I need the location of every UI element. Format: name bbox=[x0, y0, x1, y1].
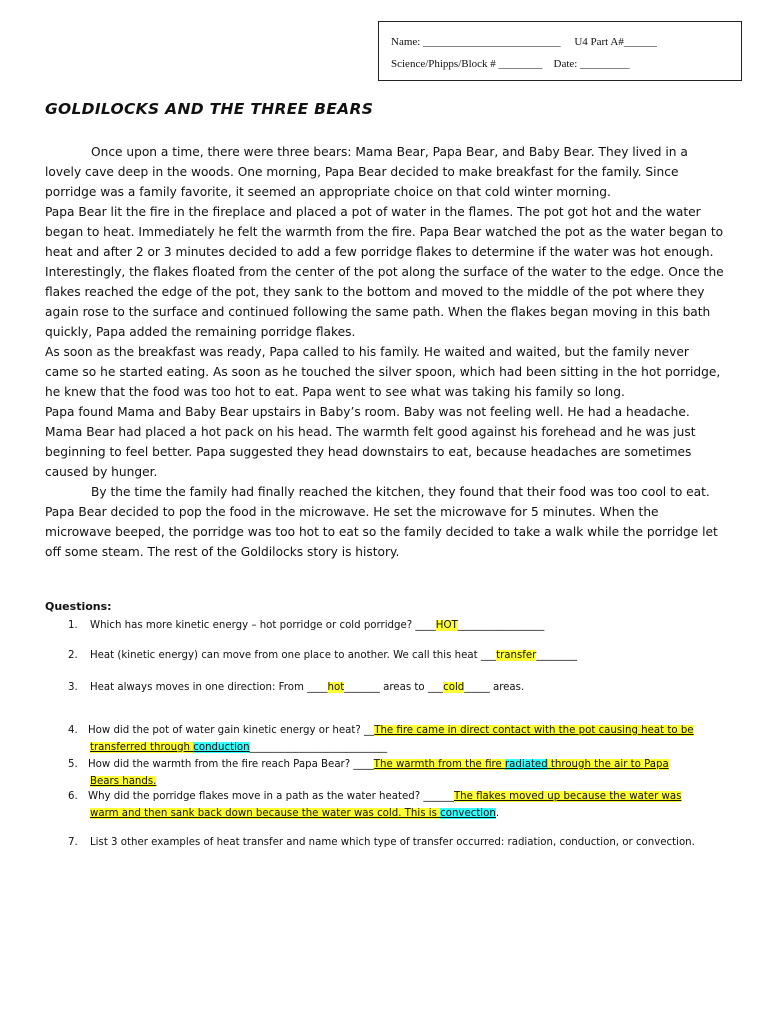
story-paragraph: Papa Bear lit the fire in the fireplace and placed a pot of water in the flames. The pot got hot and the water began to heat. Immediately he felt the warmth from the fire. Papa Bear watched the pot as the water began to heat and after 2 or 3 minutes decided to add a few porridge flakes to determine if the water was hot enough. Interestingly, the flakes floated from the center of the pot along the surface of the water to the edge. Once the flakes reached the edge of the pot, they sank to the bottom and moved to the middle of the pot where they again rose to the surface and continued following the same path. When the flakes began moving in this bath quickly, Papa added the remaining porridge flakes. bbox=[45, 205, 724, 339]
questions-heading: Questions: bbox=[45, 600, 112, 613]
question-text: Which has more kinetic energy – hot porridge or cold porridge? ____ bbox=[90, 620, 436, 631]
answer-highlight: The flakes moved up because the water was bbox=[453, 791, 682, 802]
answer-highlight: transfer bbox=[496, 650, 537, 661]
question-number: 4. bbox=[68, 725, 78, 736]
question-text: How did the warmth from the fire reach Papa Bear? ____ bbox=[88, 759, 374, 770]
header-name-line: Name: _________________________ U4 Part A#______ bbox=[391, 36, 657, 48]
answer-highlight: cold bbox=[443, 682, 465, 693]
story-paragraph: As soon as the breakfast was ready, Papa called to his family. He waited and waited, but the family never came so he started eating. As soon as he touched the silver spoon, which had been sitting in the hot porridge, he knew that the food was too hot to eat. Papa went to see what was taking his family so long. bbox=[45, 345, 721, 399]
question-number: 7. bbox=[68, 837, 78, 848]
question-5 bbox=[68, 757, 748, 791]
question-text: Why did the porridge flakes move in a path as the water heated? ______ bbox=[88, 791, 454, 802]
header-block-line: Science/Phipps/Block # ________ Date: _________ bbox=[391, 58, 630, 70]
question-number: 1. bbox=[68, 620, 78, 631]
answer-highlight: The warmth from the fire bbox=[373, 759, 505, 770]
answer-highlight: hot bbox=[327, 682, 345, 693]
question-text: How did the pot of water gain kinetic energy or heat? __ bbox=[88, 725, 375, 736]
question-text: _______ areas to ___ bbox=[344, 682, 444, 693]
answer-highlight: Bears hands. bbox=[90, 775, 157, 787]
answer-blank: _________________ bbox=[457, 620, 545, 631]
answer-highlight: The fire came in direct contact with the pot causing heat to be bbox=[374, 725, 694, 736]
question-number: 6. bbox=[68, 791, 78, 802]
question-4 bbox=[68, 723, 748, 757]
question-6 bbox=[68, 789, 748, 823]
answer-highlight: warm and then sank back down because the water was cold. This is bbox=[90, 807, 441, 819]
answer-period: . bbox=[495, 807, 500, 819]
answer-blank: ___________________________ bbox=[249, 741, 388, 753]
answer-highlight: HOT bbox=[435, 620, 458, 631]
question-text: _____ areas. bbox=[464, 682, 525, 693]
question-text: Heat (kinetic energy) can move from one place to another. We call this heat ___ bbox=[90, 650, 497, 661]
answer-highlight: transferred through bbox=[90, 741, 194, 753]
story-text bbox=[45, 142, 725, 562]
name-header-box bbox=[378, 21, 742, 81]
answer-key-term: radiated bbox=[504, 759, 548, 770]
story-paragraph: By the time the family had finally reached the kitchen, they found that their food was too cool to eat. Papa Bear decided to pop the food in the microwave. He set the microwave for 5 minutes. When the microwave beeped, the porridge was too hot to eat so the family decided to take a walk while the porridge let off some steam. The rest of the Goldilocks story is history. bbox=[45, 485, 718, 559]
question-text: Heat always moves in one direction: From ____ bbox=[90, 682, 328, 693]
question-number: 5. bbox=[68, 759, 78, 770]
story-paragraph: Papa found Mama and Baby Bear upstairs in Baby’s room. Baby was not feeling well. He had a headache. Mama Bear had placed a hot pack on his head. The warmth felt good against his forehead and he was just beginning to feel better. Papa suggested they head downstairs to eat, because headaches are sometimes caused by hunger. bbox=[45, 405, 696, 479]
page-title: GOLDILOCKS AND THE THREE BEARS bbox=[45, 100, 374, 118]
answer-key-term: conduction bbox=[193, 741, 250, 753]
story-paragraph: Once upon a time, there were three bears: Mama Bear, Papa Bear, and Baby Bear. They lived in a lovely cave deep in the woods. One morning, Papa Bear decided to make breakfast for the family. Since porridge was a family favorite, it seemed an appropriate choice on that cold winter morning. bbox=[45, 145, 688, 199]
question-number: 3. bbox=[68, 682, 78, 693]
answer-highlight: through the air to Papa bbox=[547, 759, 669, 770]
answer-blank: ________ bbox=[536, 650, 578, 661]
question-number: 2. bbox=[68, 650, 78, 661]
question-text: List 3 other examples of heat transfer and name which type of transfer occurred: radiation, conduction, or convection. bbox=[90, 837, 695, 848]
answer-key-term: convection bbox=[440, 807, 496, 819]
